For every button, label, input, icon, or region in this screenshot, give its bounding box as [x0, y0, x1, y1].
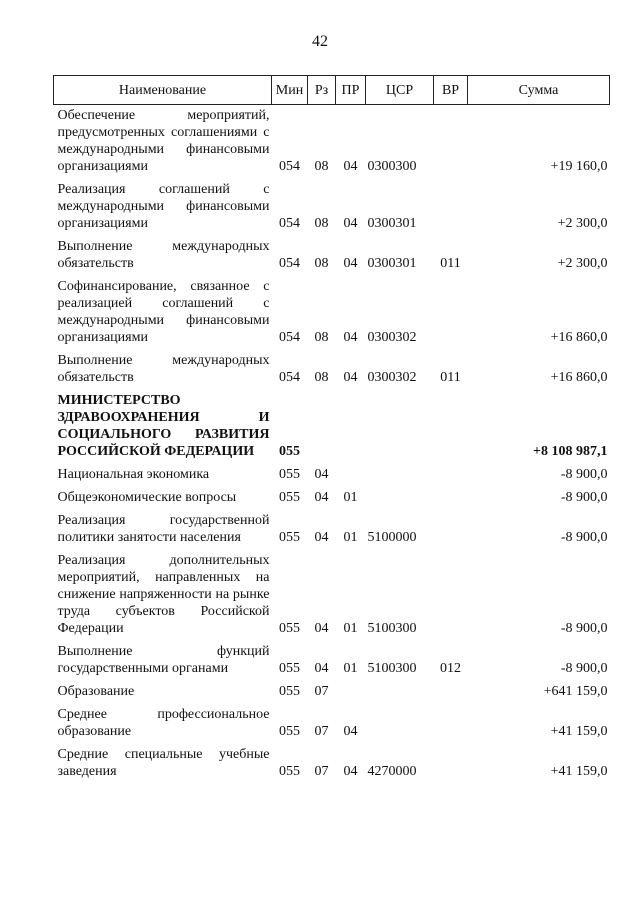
row-rz-cell: 08: [314, 159, 329, 174]
row-min-cell: 055: [279, 621, 300, 636]
row-name-cell: Выполнение международных обязательств: [57, 353, 270, 385]
row-rz-cell: 08: [314, 216, 329, 231]
table-row: [54, 238, 610, 278]
row-csr-cell: 5100000: [367, 530, 417, 545]
row-name-cell: Реализация соглашений с международными финансовыми организациями: [57, 182, 270, 231]
row-sum-cell: -8 900,0: [560, 467, 608, 482]
row-pr-cell: 04: [343, 256, 358, 271]
row-pr-cell: 01: [343, 621, 358, 636]
table-row: [54, 706, 610, 746]
row-vr-cell: [434, 105, 468, 182]
row-min-cell: 054: [279, 330, 300, 345]
row-vr-cell: [434, 489, 468, 512]
row-rz-cell: 07: [314, 764, 329, 779]
row-rz-cell: 04: [314, 467, 329, 482]
row-rz-cell: 08: [314, 330, 329, 345]
row-name-cell: Средние специальные учебные заведения: [57, 747, 270, 779]
row-name-cell: Среднее профессиональное образование: [57, 707, 270, 739]
table-body: [54, 105, 610, 787]
row-min-cell: 055: [279, 490, 300, 505]
table-row: [54, 643, 610, 683]
row-pr-cell: 04: [343, 216, 358, 231]
row-pr-cell: 01: [343, 661, 358, 676]
row-csr-cell: 0300301: [367, 256, 417, 271]
row-vr-cell: 011: [440, 370, 461, 385]
table-row: [54, 392, 610, 466]
row-sum-cell: +8 108 987,1: [533, 444, 608, 459]
row-min-cell: 054: [279, 159, 300, 174]
table-row: [54, 552, 610, 643]
row-min-cell: 054: [279, 216, 300, 231]
row-sum-cell: +2 300,0: [557, 256, 608, 271]
row-min-cell: 055: [279, 444, 300, 459]
table-header-row: [54, 76, 610, 105]
row-csr-cell: 4270000: [367, 764, 417, 779]
row-sum-cell: +41 159,0: [550, 764, 608, 779]
row-name-cell: Образование: [57, 684, 135, 699]
table-row: [54, 278, 610, 352]
page-number: 42: [312, 33, 328, 50]
row-rz-cell: 04: [314, 661, 329, 676]
row-csr-cell: 0300302: [367, 370, 417, 385]
row-vr-cell: [434, 512, 468, 552]
row-rz-cell: 08: [314, 370, 329, 385]
row-rz-cell: [308, 392, 336, 466]
row-csr-cell: 0300301: [367, 216, 417, 231]
row-csr-cell: 5100300: [367, 621, 417, 636]
column-header-csr: ЦСР: [366, 76, 434, 105]
table-row: [54, 352, 610, 392]
row-min-cell: 055: [279, 724, 300, 739]
row-name-cell: Реализация государственной политики занятости населения: [57, 513, 270, 545]
row-min-cell: 055: [279, 467, 300, 482]
row-name-cell: Национальная экономика: [57, 467, 210, 482]
row-sum-cell: -8 900,0: [560, 661, 608, 676]
table-row: [54, 683, 610, 706]
column-header-min: Мин: [272, 76, 308, 105]
row-pr-cell: 01: [343, 490, 358, 505]
row-name-cell: Обеспечение мероприятий, предусмотренных соглашениями с международными финансовыми организациями: [57, 108, 270, 174]
row-name-cell: Выполнение международных обязательств: [57, 239, 270, 271]
row-min-cell: 055: [279, 530, 300, 545]
row-sum-cell: +641 159,0: [543, 684, 608, 699]
row-csr-cell: [366, 706, 434, 746]
column-header-pr: ПР: [336, 76, 366, 105]
row-pr-cell: [336, 466, 366, 489]
row-sum-cell: -8 900,0: [560, 621, 608, 636]
table-row: [54, 181, 610, 238]
row-csr-cell: [366, 489, 434, 512]
row-vr-cell: 012: [440, 661, 461, 676]
row-csr-cell: [366, 683, 434, 706]
column-header-rz: Рз: [308, 76, 336, 105]
row-sum-cell: +41 159,0: [550, 724, 608, 739]
row-rz-cell: 07: [314, 684, 329, 699]
row-rz-cell: 08: [314, 256, 329, 271]
row-vr-cell: [434, 706, 468, 746]
row-vr-cell: 011: [440, 256, 461, 271]
table-row: [54, 512, 610, 552]
column-header-name: Наименование: [54, 76, 272, 105]
row-pr-cell: [336, 683, 366, 706]
row-vr-cell: [434, 466, 468, 489]
row-name-cell: Софинансирование, связанное с реализацией соглашений с международными финансовыми организациями: [57, 279, 270, 345]
row-rz-cell: 04: [314, 621, 329, 636]
row-min-cell: 054: [279, 256, 300, 271]
row-vr-cell: [434, 181, 468, 238]
row-sum-cell: +16 860,0: [550, 370, 608, 385]
row-min-cell: 055: [279, 661, 300, 676]
row-min-cell: 055: [279, 764, 300, 779]
row-vr-cell: [434, 392, 468, 466]
row-pr-cell: 04: [343, 330, 358, 345]
row-csr-cell: 0300302: [367, 330, 417, 345]
row-name-cell: Реализация дополнительных мероприятий, направленных на снижение напряженности на рынке труда субъектов Российской Федерации: [57, 553, 270, 636]
row-pr-cell: 04: [343, 159, 358, 174]
row-name-cell: МИНИСТЕРСТВО ЗДРАВООХРАНЕНИЯ И СОЦИАЛЬНОГО РАЗВИТИЯ РОССИЙСКОЙ ФЕДЕРАЦИИ: [57, 393, 270, 459]
row-pr-cell: 04: [343, 764, 358, 779]
column-header-sum: Сумма: [468, 76, 610, 105]
budget-table: [53, 75, 610, 786]
row-rz-cell: 07: [314, 724, 329, 739]
table-row: [54, 466, 610, 489]
row-rz-cell: 04: [314, 490, 329, 505]
row-csr-cell: 5100300: [367, 661, 417, 676]
row-pr-cell: 04: [343, 724, 358, 739]
row-vr-cell: [434, 746, 468, 786]
row-min-cell: 054: [279, 370, 300, 385]
row-sum-cell: +16 860,0: [550, 330, 608, 345]
row-sum-cell: +19 160,0: [550, 159, 608, 174]
row-pr-cell: 04: [343, 370, 358, 385]
row-csr-cell: 0300300: [367, 159, 417, 174]
row-name-cell: Общеэкономические вопросы: [57, 490, 237, 505]
row-vr-cell: [434, 683, 468, 706]
row-name-cell: Выполнение функций государственными органами: [57, 644, 270, 676]
table-row: [54, 105, 610, 182]
row-vr-cell: [434, 278, 468, 352]
row-min-cell: 055: [279, 684, 300, 699]
row-rz-cell: 04: [314, 530, 329, 545]
row-pr-cell: [336, 392, 366, 466]
row-csr-cell: [366, 392, 434, 466]
row-sum-cell: -8 900,0: [560, 530, 608, 545]
row-sum-cell: -8 900,0: [560, 490, 608, 505]
row-csr-cell: [366, 466, 434, 489]
table-row: [54, 746, 610, 786]
table-row: [54, 489, 610, 512]
column-header-vr: ВР: [434, 76, 468, 105]
row-pr-cell: 01: [343, 530, 358, 545]
row-sum-cell: +2 300,0: [557, 216, 608, 231]
row-vr-cell: [434, 552, 468, 643]
